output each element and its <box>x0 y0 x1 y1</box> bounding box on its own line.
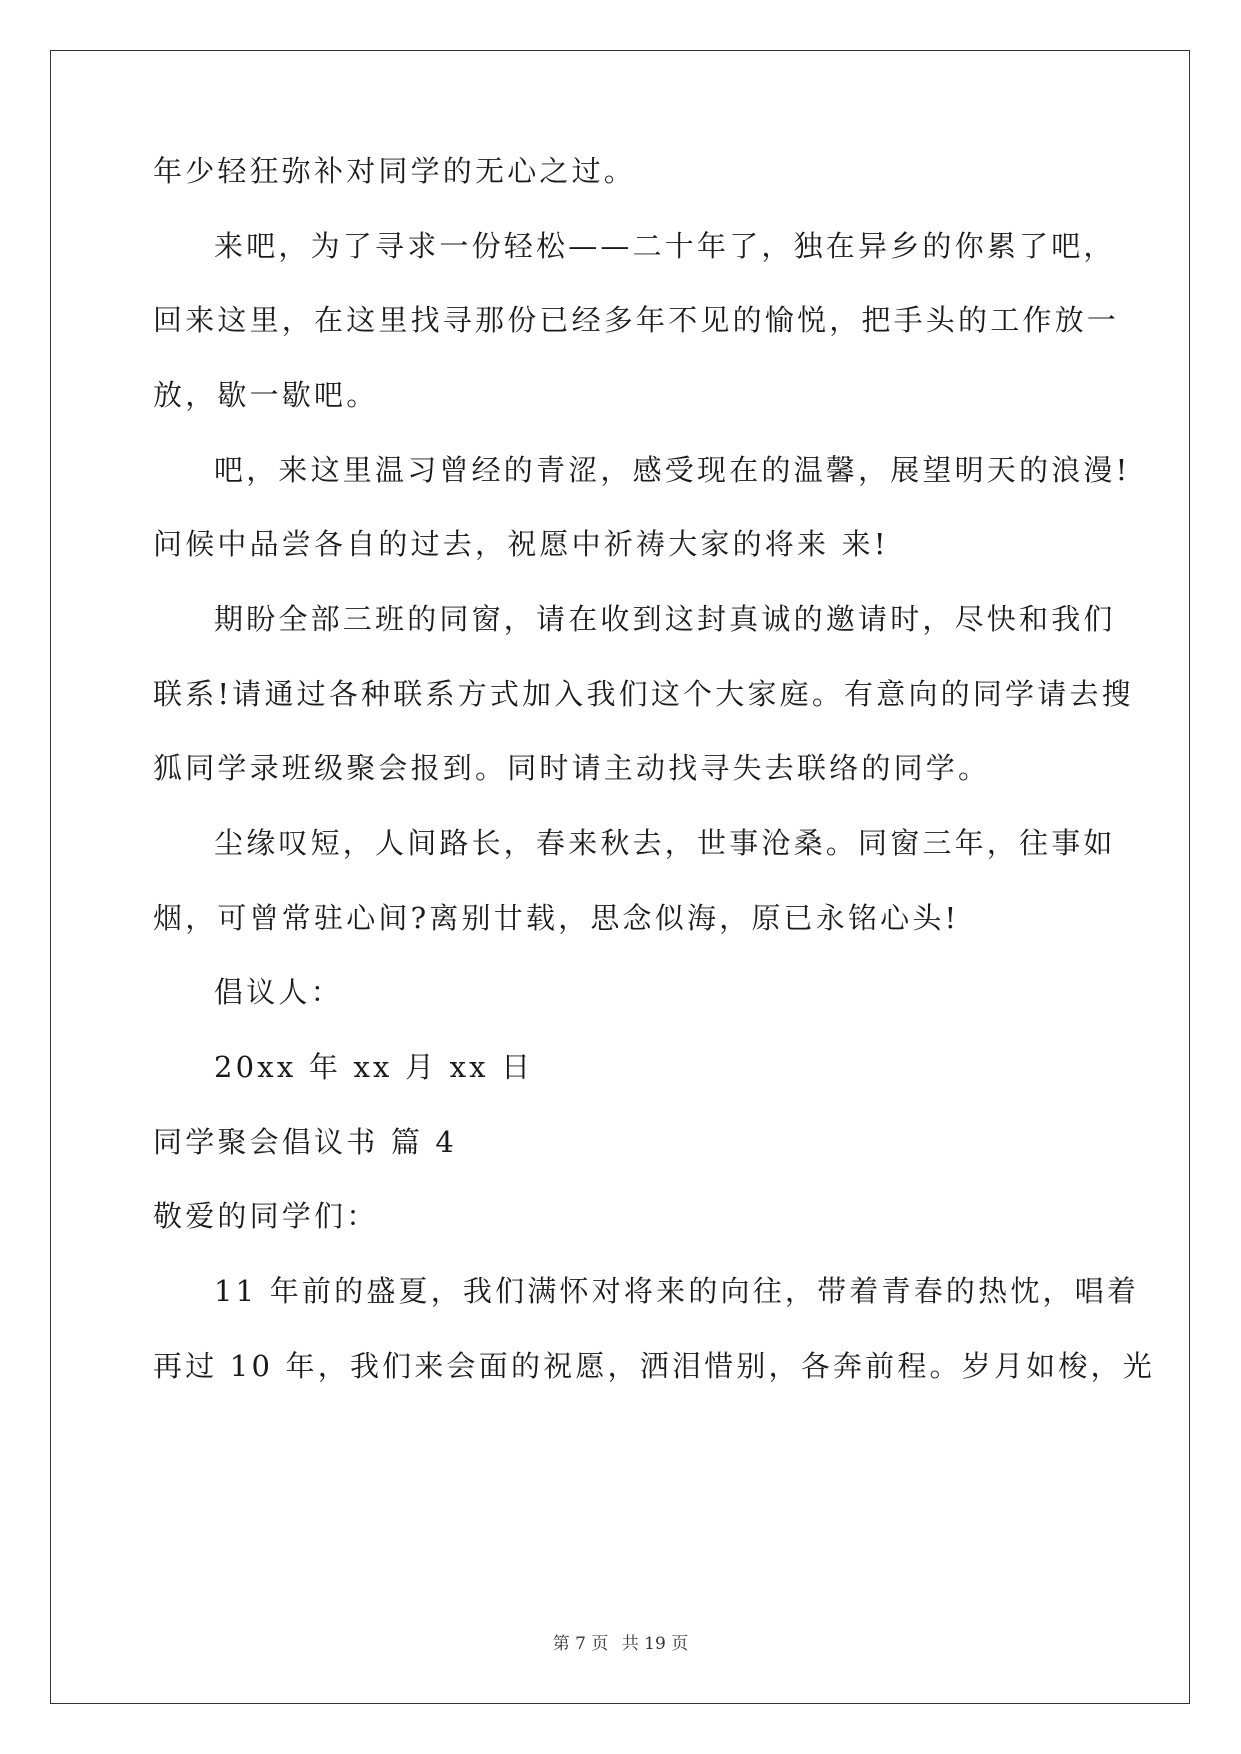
paragraph-start: 吧，来这里温习曾经的青涩，感受现在的温馨，展望明天的浪漫! <box>214 453 1131 487</box>
text-line: 烟，可曾常驻心间?离别廿载，思念似海，原已永铭心头! <box>153 901 960 935</box>
salutation: 敬爱的同学们： <box>153 1199 379 1233</box>
paragraph-start: 尘缘叹短，人间路长，春来秋去，世事沧桑。同窗三年，往事如 <box>214 826 1116 860</box>
text-line: 年少轻狂弥补对同学的无心之过。 <box>153 154 637 188</box>
text-line: 回来这里，在这里找寻那份已经多年不见的愉悦，把手头的工作放一 <box>153 303 1120 337</box>
page-frame <box>50 50 1190 1704</box>
page-total: 共 19 页 <box>621 1634 689 1654</box>
text-line: 狐同学录班级聚会报到。同时请主动找寻失去联络的同学。 <box>153 751 991 785</box>
section-title: 同学聚会倡议书 篇 4 <box>153 1125 458 1159</box>
text-line: 问候中品尝各自的过去，祝愿中祈祷大家的将来 来! <box>153 527 889 561</box>
text-line: 放，歇一歇吧。 <box>153 378 379 412</box>
text-line: 再过 10 年，我们来会面的祝愿，洒泪惜别，各奔前程。岁月如梭，光 <box>153 1349 1155 1383</box>
signature-label: 倡议人： <box>214 975 343 1009</box>
paragraph-start: 来吧，为了寻求一份轻松——二十年了，独在异乡的你累了吧， <box>214 229 1116 263</box>
page-footer <box>0 1632 1241 1656</box>
page-number: 第 7 页 <box>552 1634 609 1654</box>
paragraph-start: 11 年前的盛夏，我们满怀对将来的向往，带着青春的热忱，唱着 <box>214 1274 1140 1308</box>
text-line: 联系!请通过各种联系方式加入我们这个大家庭。有意向的同学请去搜 <box>153 677 1134 711</box>
paragraph-start: 期盼全部三班的同窗，请在收到这封真诚的邀请时，尽快和我们 <box>214 602 1116 636</box>
date-line: 20xx 年 xx 月 xx 日 <box>214 1050 534 1084</box>
